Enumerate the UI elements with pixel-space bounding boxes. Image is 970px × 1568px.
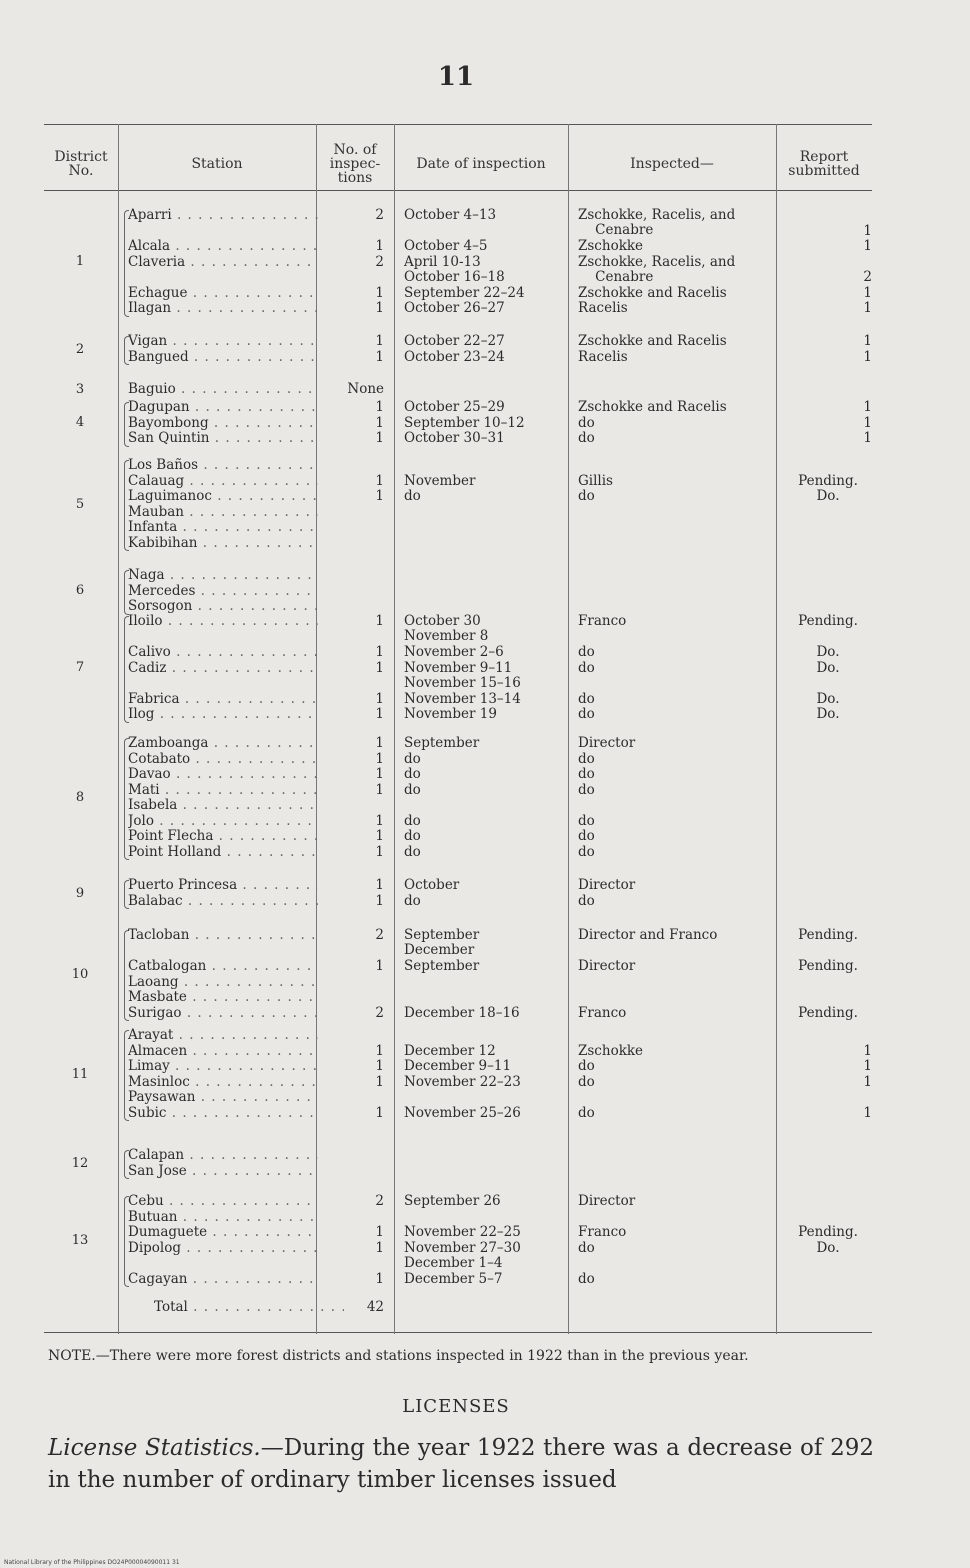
inspector-names: do xyxy=(578,813,595,829)
station-name: Paysawan . . . xyxy=(128,1090,318,1105)
total-value: 42 xyxy=(366,1300,384,1315)
inspector-names: Director and Franco xyxy=(578,928,718,943)
inspection-date: do xyxy=(404,782,421,798)
inspector-names: do xyxy=(578,844,595,860)
station-name: Jolo . . . xyxy=(128,814,318,829)
report-status: Pending. xyxy=(798,1225,858,1240)
station-name: Mercedes . . . xyxy=(128,584,318,599)
district-number: 10 xyxy=(71,966,89,982)
inspection-count: 1 xyxy=(375,1043,384,1059)
station-name: Bayombong . . . xyxy=(128,416,318,431)
inspector-names: Zschokke and Racelis xyxy=(578,334,727,349)
inspector-names: do xyxy=(578,767,595,782)
inspection-date: do xyxy=(404,893,421,909)
station-name: Vigan . . . xyxy=(128,334,318,349)
inspector-names: do xyxy=(578,691,595,707)
inspection-count: 1 xyxy=(375,415,384,431)
inspection-date: November xyxy=(404,473,476,489)
district-number: 11 xyxy=(71,1066,89,1082)
inspection-count: 2 xyxy=(375,254,384,270)
inspection-count: 1 xyxy=(375,301,384,316)
inspector-names: do xyxy=(578,431,595,446)
report-status: 1 xyxy=(863,431,872,446)
inspection-date: do xyxy=(404,813,421,829)
inspection-count: 1 xyxy=(375,660,384,676)
report-status: 1 xyxy=(863,239,872,254)
inspection-count: 1 xyxy=(375,878,384,893)
inspection-date: do xyxy=(404,751,421,767)
inspection-count: 1 xyxy=(375,1271,384,1287)
station-name: Puerto Princesa . . . xyxy=(128,878,318,893)
district-number: 1 xyxy=(75,254,85,270)
station-name: Davao . . . xyxy=(128,767,318,782)
station-name: Masinloc . . . xyxy=(128,1075,318,1090)
station-name: Masbate . . . xyxy=(128,990,318,1005)
report-status: Pending. xyxy=(798,959,858,974)
inspector-names: Director xyxy=(578,959,636,974)
inspector-names: do xyxy=(578,782,595,798)
report-status: 1 xyxy=(863,301,872,316)
district-number: 9 xyxy=(75,885,85,901)
district-number: 12 xyxy=(71,1155,89,1171)
inspection-count: 1 xyxy=(375,645,384,660)
body-paragraph xyxy=(48,1432,874,1496)
paragraph-text: —During the year 1922 there was a decrease of 292 in the number of ordinary timber licenses issued xyxy=(48,1435,874,1493)
report-status: 1 xyxy=(863,415,872,431)
station-name: Iloilo . . . xyxy=(128,614,318,629)
inspector-names: Director xyxy=(578,1194,636,1209)
report-status: 1 xyxy=(863,223,872,239)
inspection-count: 1 xyxy=(375,489,384,504)
page-number: 11 xyxy=(437,62,475,92)
table-note: NOTE.—There were more forest districts and stations inspected in 1922 than in the previous year. xyxy=(48,1348,749,1364)
inspector-names: Director xyxy=(578,736,636,751)
inspection-count: 1 xyxy=(375,1225,384,1240)
inspection-count: 1 xyxy=(375,767,384,782)
section-heading: LICENSES xyxy=(402,1396,510,1417)
inspection-date: October xyxy=(404,878,460,893)
inspection-date: November 27–30 December 1–4 xyxy=(404,1240,521,1271)
inspection-date: November 9–11 November 15–16 xyxy=(404,660,521,691)
inspection-count: 2 xyxy=(375,928,384,943)
station-name: Ilagan . . . xyxy=(128,301,318,316)
inspection-date: September December xyxy=(404,928,480,958)
inspector-names: do xyxy=(578,1105,595,1121)
inspection-date: December 12 xyxy=(404,1043,496,1059)
inspection-date: September 26 xyxy=(404,1194,501,1209)
inspector-names: do xyxy=(578,415,595,431)
inspection-date: October 23–24 xyxy=(404,349,505,365)
report-status: 1 xyxy=(863,1105,872,1121)
inspector-names: do xyxy=(578,660,595,676)
inspection-count: 1 xyxy=(375,285,384,301)
station-name: Isabela . . . xyxy=(128,798,318,813)
inspector-names: do xyxy=(578,489,595,504)
report-status: 1 xyxy=(863,1074,872,1090)
station-name: Infanta . . . xyxy=(128,520,318,535)
inspector-names: Zschokke and Racelis xyxy=(578,285,727,301)
inspector-names: do xyxy=(578,1059,595,1074)
report-status: Do. xyxy=(816,1240,840,1256)
inspection-count: 1 xyxy=(375,829,384,844)
header-district: District No. xyxy=(54,149,108,179)
inspection-date: December 18–16 xyxy=(404,1005,520,1021)
inspection-count: 1 xyxy=(375,893,384,909)
station-name: Point Flecha . . . xyxy=(128,829,318,844)
inspection-count: 1 xyxy=(375,1059,384,1074)
inspection-count: 1 xyxy=(375,959,384,974)
inspection-count: 1 xyxy=(375,707,384,722)
station-name: Claveria . . . xyxy=(128,255,318,270)
inspection-count: 2 xyxy=(375,208,384,223)
inspection-date: December 5–7 xyxy=(404,1271,503,1287)
district-number: 8 xyxy=(75,790,85,805)
station-name: Zamboanga . . . xyxy=(128,736,318,751)
station-name: Balabac . . . xyxy=(128,894,318,909)
inspection-date: October 30–31 xyxy=(404,431,505,446)
station-name: Alcala . . . xyxy=(128,239,318,254)
inspection-count: 1 xyxy=(375,736,384,751)
inspection-count: 1 xyxy=(375,239,384,254)
station-name: Subic . . . xyxy=(128,1106,318,1121)
inspection-count: 1 xyxy=(375,1074,384,1090)
station-name: Point Holland . . . xyxy=(128,845,318,860)
header-inspected: Inspected— xyxy=(630,156,714,172)
inspector-names: do xyxy=(578,645,595,660)
inspection-date: September xyxy=(404,736,480,751)
station-name: Surigao . . . xyxy=(128,1006,318,1021)
inspector-names: Franco xyxy=(578,1005,627,1021)
station-name: Almacen . . . xyxy=(128,1044,318,1059)
inspection-date: November 22–25 xyxy=(404,1225,521,1240)
inspection-count: 2 xyxy=(375,1194,384,1209)
station-name: Cotabato . . . xyxy=(128,752,318,767)
inspection-date: September 22–24 xyxy=(404,285,525,301)
station-name: Laoang . . . xyxy=(128,975,318,990)
station-name: Kabibihan . . . xyxy=(128,536,318,551)
inspection-count: 1 xyxy=(375,813,384,829)
station-name: Mati . . . xyxy=(128,783,318,798)
inspection-date: do xyxy=(404,489,421,504)
footer-credit: National Library of the Philippines DO24P00004090011 31 xyxy=(4,1559,180,1566)
station-name: San Quintin . . . xyxy=(128,431,318,446)
station-name: Arayat . . . xyxy=(128,1028,318,1043)
station-name: Limay . . . xyxy=(128,1059,318,1074)
inspector-names: do xyxy=(578,707,595,722)
report-status: Do. xyxy=(816,691,840,707)
inspection-count: 1 xyxy=(375,1240,384,1256)
header-inspections: No. of inspec- tions xyxy=(329,142,381,186)
inspection-date: do xyxy=(404,767,421,782)
inspection-date: November 22–23 xyxy=(404,1074,521,1090)
inspector-names: Franco xyxy=(578,614,627,629)
inspection-table xyxy=(44,124,872,1334)
station-name: Calauag . . . xyxy=(128,474,318,489)
inspection-count: 1 xyxy=(375,334,384,349)
station-name: Ilog . . . xyxy=(128,707,318,722)
inspection-count: 1 xyxy=(375,473,384,489)
header-station: Station xyxy=(191,156,243,172)
report-status: 1 xyxy=(863,1043,872,1059)
report-status: Do. xyxy=(816,660,840,676)
station-name: Catbalogan . . . xyxy=(128,959,318,974)
inspector-names: do xyxy=(578,829,595,844)
inspection-count: 1 xyxy=(375,614,384,629)
inspection-date: October 22–27 xyxy=(404,334,505,349)
inspector-names: Zschokke, Racelis, and Cenabre xyxy=(578,254,736,285)
inspection-date: November 25–26 xyxy=(404,1105,521,1121)
station-name: Fabrica . . . xyxy=(128,692,318,707)
station-name: Tacloban . . . xyxy=(128,928,318,943)
inspection-date: November 19 xyxy=(404,707,497,722)
inspector-names: Zschokke, Racelis, and Cenabre xyxy=(578,208,736,238)
report-status: 1 xyxy=(863,334,872,349)
district-number: 4 xyxy=(75,415,85,431)
station-name: San Jose . . . xyxy=(128,1164,318,1179)
report-status: Pending. xyxy=(798,1005,858,1021)
report-status: 2 xyxy=(863,270,872,285)
inspection-count: 1 xyxy=(375,751,384,767)
inspection-count: 1 xyxy=(375,782,384,798)
inspection-count: 1 xyxy=(375,691,384,707)
inspector-names: Director xyxy=(578,878,636,893)
station-name: Calapan . . . xyxy=(128,1148,318,1163)
inspection-count: 1 xyxy=(375,400,384,415)
report-status: 1 xyxy=(863,1059,872,1074)
report-status: Pending. xyxy=(798,473,858,489)
report-status: Pending. xyxy=(798,928,858,943)
inspection-date: April 10-13 October 16–18 xyxy=(404,254,505,285)
inspection-date: do xyxy=(404,844,421,860)
inspection-date: October 26–27 xyxy=(404,301,505,316)
header-report: Report submitted xyxy=(788,149,860,179)
inspector-names: Racelis xyxy=(578,301,628,316)
station-name: Dagupan . . . xyxy=(128,400,318,415)
inspection-date: December 9–11 xyxy=(404,1059,512,1074)
inspection-date: October 25–29 xyxy=(404,400,505,415)
report-status: 1 xyxy=(863,285,872,301)
inspection-date: October 4–13 xyxy=(404,208,497,223)
inspection-count: 1 xyxy=(375,349,384,365)
station-name: Cadiz . . . xyxy=(128,661,318,676)
station-name: Calivo . . . xyxy=(128,645,318,660)
report-status: 1 xyxy=(863,349,872,365)
station-name: Aparri . . . xyxy=(128,208,318,223)
district-number: 6 xyxy=(75,583,85,599)
report-status: Pending. xyxy=(798,614,858,629)
station-name: Naga . . . xyxy=(128,568,318,583)
station-name: Butuan . . . xyxy=(128,1210,318,1225)
district-number: 2 xyxy=(75,341,85,357)
station-name: Echague . . . xyxy=(128,286,318,301)
total-label: Total . . . xyxy=(154,1300,344,1315)
station-name: Dumaguete . . . xyxy=(128,1225,318,1240)
inspector-names: Gillis xyxy=(578,473,613,489)
station-name: Cebu . . . xyxy=(128,1194,318,1209)
station-name: Cagayan . . . xyxy=(128,1272,318,1287)
inspection-date: October 30 November 8 xyxy=(404,614,489,644)
report-status: Do. xyxy=(816,707,840,722)
inspection-count: 1 xyxy=(375,844,384,860)
inspector-names: do xyxy=(578,751,595,767)
district-number: 5 xyxy=(75,496,85,512)
inspector-names: do xyxy=(578,893,595,909)
inspection-date: do xyxy=(404,829,421,844)
station-name: Mauban . . . xyxy=(128,505,318,520)
inspector-names: Zschokke xyxy=(578,1043,644,1059)
district-number: 7 xyxy=(75,660,85,676)
station-name: Sorsogon . . . xyxy=(128,599,318,614)
inspector-names: do xyxy=(578,1271,595,1287)
station-name: Baguio . . . xyxy=(128,382,318,397)
station-name: Bangued . . . xyxy=(128,350,318,365)
inspection-count: 1 xyxy=(375,431,384,446)
report-status: 1 xyxy=(863,400,872,415)
inspection-date: September xyxy=(404,959,480,974)
inspection-date: September 10–12 xyxy=(404,415,525,431)
inspection-date: November 2–6 xyxy=(404,645,504,660)
inspection-count: None xyxy=(347,382,384,397)
inspection-count: 2 xyxy=(375,1005,384,1021)
inspector-names: Zschokke xyxy=(578,239,644,254)
report-status: Do. xyxy=(816,645,840,660)
station-name: Laguimanoc . . . xyxy=(128,489,318,504)
inspection-date: October 4–5 xyxy=(404,239,488,254)
inspection-count: 1 xyxy=(375,1105,384,1121)
inspector-names: Racelis xyxy=(578,349,628,365)
inspection-date: November 13–14 xyxy=(404,691,521,707)
header-date: Date of inspection xyxy=(416,156,546,172)
district-number: 3 xyxy=(75,381,85,397)
report-status: Do. xyxy=(816,489,840,504)
inspector-names: Franco xyxy=(578,1225,627,1240)
paragraph-lead: License Statistics. xyxy=(48,1435,261,1461)
station-name: Dipolog . . . xyxy=(128,1241,318,1256)
inspector-names: do xyxy=(578,1074,595,1090)
inspector-names: Zschokke and Racelis xyxy=(578,400,727,415)
station-name: Los Baños . . . xyxy=(128,458,318,473)
district-number: 13 xyxy=(71,1232,89,1248)
inspector-names: do xyxy=(578,1240,595,1256)
